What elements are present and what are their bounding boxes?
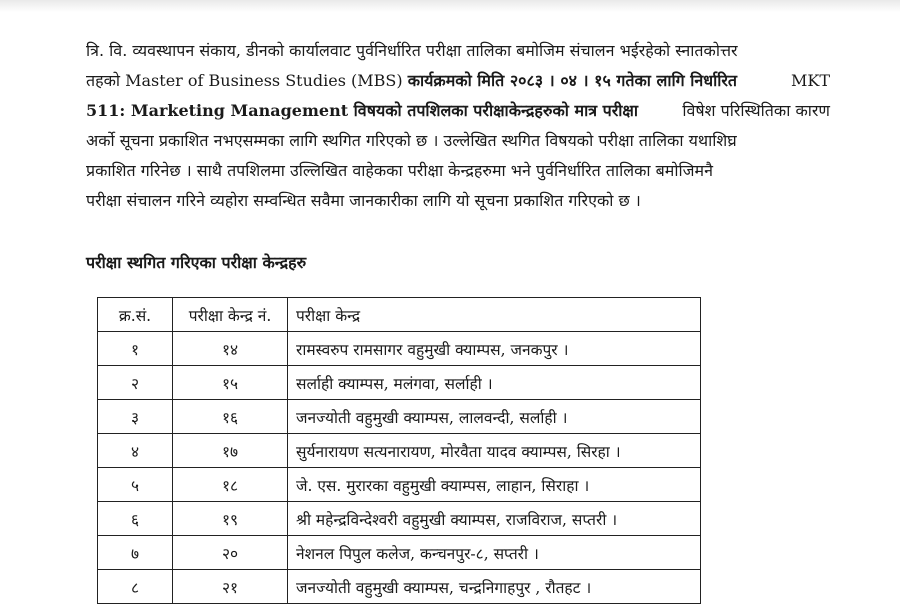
cell-center-number: १९ <box>173 502 288 536</box>
cell-center-number: २० <box>173 536 288 570</box>
header-center-number: परीक्षा केन्द्र नं. <box>173 298 288 332</box>
notice-line <box>86 156 830 186</box>
cell-center-number: १४ <box>173 332 288 366</box>
cell-center-name: सुर्यनारायण सत्यनारायण, मोरवैता यादव क्याम्पस, सिरहा । <box>288 434 701 468</box>
cell-serial-number: ५ <box>98 468 173 502</box>
cell-serial-number: २ <box>98 366 173 400</box>
header-serial-number: क्र.सं. <box>98 298 173 332</box>
cell-center-number: १५ <box>173 366 288 400</box>
notice-text: विषेश परिस्थितिका कारण <box>682 101 830 120</box>
cell-center-number: १८ <box>173 468 288 502</box>
cell-center-name: श्री महेन्द्रविन्देश्वरी वहुमुखी क्याम्पस, राजविराज, सप्तरी । <box>288 502 701 536</box>
notice-line <box>86 66 830 96</box>
cell-center-name: जनज्योती वहुमुखी क्याम्पस, चन्द्रनिगाहपुर , रौतहट । <box>288 570 701 604</box>
table-row <box>98 434 701 468</box>
notice-text: प्रकाशित गरिनेछ । साथै तपशिलमा उल्लिखित वाहेकका परीक्षा केन्द्रहरुमा भने पुर्वनिर्धारित तालिका बमोजिमनै <box>86 161 713 180</box>
notice-line <box>86 126 830 156</box>
table-row <box>98 570 701 604</box>
table-row <box>98 536 701 570</box>
table-row <box>98 468 701 502</box>
notice-paragraph <box>86 36 830 216</box>
notice-bold-date: कार्यक्रमको मिति २०८३ । ०४ । १५ गतेका लागि निर्धारित <box>407 71 738 90</box>
cell-serial-number: १ <box>98 332 173 366</box>
cell-serial-number: ८ <box>98 570 173 604</box>
notice-text <box>86 66 737 96</box>
section-heading: परीक्षा स्थगित गरिएका परीक्षा केन्द्रहरु <box>86 253 307 272</box>
notice-text: त्रि. वि. व्यवस्थापन संकाय, डीनको कार्यालवाट पुर्वनिर्धारित परीक्षा तालिका बमोजिम संचालन भईरहेको स्नातकोत्तर <box>86 41 738 60</box>
table-row <box>98 332 701 366</box>
cell-center-name: जे. एस. मुरारका वहुमुखी क्याम्पस, लाहान, सिराहा । <box>288 468 701 502</box>
table-row <box>98 366 701 400</box>
notice-text: परीक्षा संचालन गरिने व्यहोरा सम्वन्धित सवैमा जानकारीका लागि यो सूचना प्रकाशित गरिएको छ । <box>86 191 641 210</box>
notice-text: MKT <box>790 71 830 90</box>
table-row <box>98 400 701 434</box>
notice-text: अर्को सूचना प्रकाशित नभएसम्मका लागि स्थगित गरिएको छ । उल्लेखित स्थगित विषयको परीक्षा तालिका यथाशिघ्र <box>86 131 737 150</box>
cell-center-name: रामस्वरुप रामसागर वहुमुखी क्याम्पस, जनकपुर । <box>288 332 701 366</box>
cell-center-number: १७ <box>173 434 288 468</box>
cell-center-name: सर्लाही क्याम्पस, मलंगवा, सर्लाही । <box>288 366 701 400</box>
notice-text-segment: तहको Master of Business Studies (MBS) <box>86 71 408 90</box>
table-row <box>98 502 701 536</box>
notice-line <box>86 36 830 66</box>
cell-center-number: २१ <box>173 570 288 604</box>
page-top-edge <box>0 0 900 12</box>
cell-center-name: जनज्योती वहुमुखी क्याम्पस, लालवन्दी, सर्लाही । <box>288 400 701 434</box>
cell-center-name: नेशनल पिपुल कलेज, कन्चनपुर-८, सप्तरी । <box>288 536 701 570</box>
notice-line <box>86 186 830 216</box>
notice-bold-subject: 511: Marketing Management विषयको तपशिलका परीक्षाकेन्द्रहरुको मात्र परीक्षा <box>86 101 639 120</box>
cell-serial-number: ७ <box>98 536 173 570</box>
header-center-name: परीक्षा केन्द्र <box>288 298 701 332</box>
cell-serial-number: ४ <box>98 434 173 468</box>
exam-centers-table <box>97 297 701 604</box>
table-header-row <box>98 298 701 332</box>
cell-center-number: १६ <box>173 400 288 434</box>
cell-serial-number: ६ <box>98 502 173 536</box>
cell-serial-number: ३ <box>98 400 173 434</box>
notice-line <box>86 96 830 126</box>
